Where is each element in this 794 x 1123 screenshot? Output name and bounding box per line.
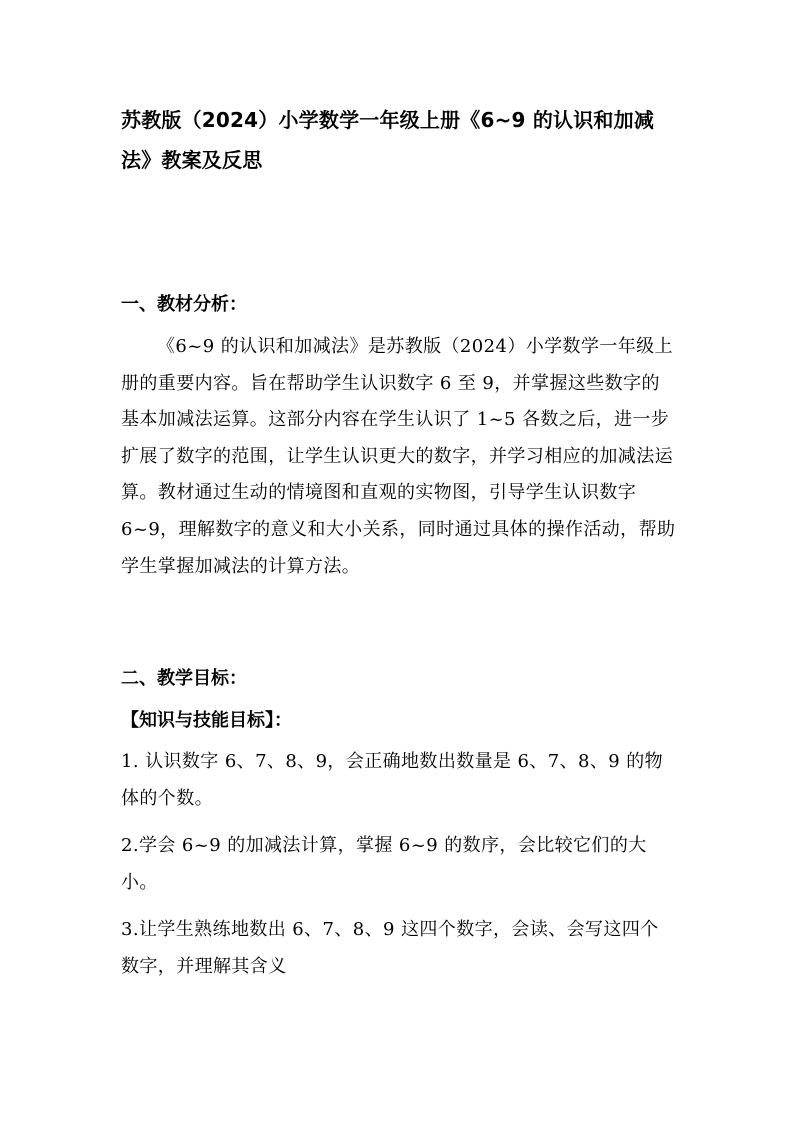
document-title: 苏教版（2024）小学数学一年级上册《6~9 的认识和加减法》教案及反思	[121, 108, 655, 172]
textbook-analysis-paragraph: 《6~9 的认识和加减法》是苏教版（2024）小学数学一年级上册的重要内容。旨在帮助学生认识数字 6 至 9，并掌握这些数字的基本加减法运算。这部分内容在学生认识了 1~5 各数之后，进一步扩展了数字的范围，让学生认识更大的数字，并学习相应的加减法运算。教材通过生动的情境图和直观的实物图，引导学生认识数字 6~9，理解数字的意义和大小关系，同时通过具体的操作活动，帮助学生掌握加减法的计算方法。	[121, 336, 676, 577]
goal-item-3: 3.让学生熟练地数出 6、7、8、9 这四个数字，会读、会写这四个数字，并理解其含义	[121, 919, 659, 977]
goal-item-1: 1. 认识数字 6、7、8、9，会正确地数出数量是 6、7、8、9 的物体的个数。	[121, 751, 664, 809]
section-heading-textbook-analysis: 一、教材分析：	[121, 294, 247, 315]
subheading-knowledge-skill-goals: 【知识与技能目标】：	[121, 710, 292, 731]
section-heading-teaching-goals: 二、教学目标：	[121, 668, 247, 689]
goal-item-2: 2.学会 6~9 的加减法计算，掌握 6~9 的数序，会比较它们的大小。	[121, 835, 647, 893]
